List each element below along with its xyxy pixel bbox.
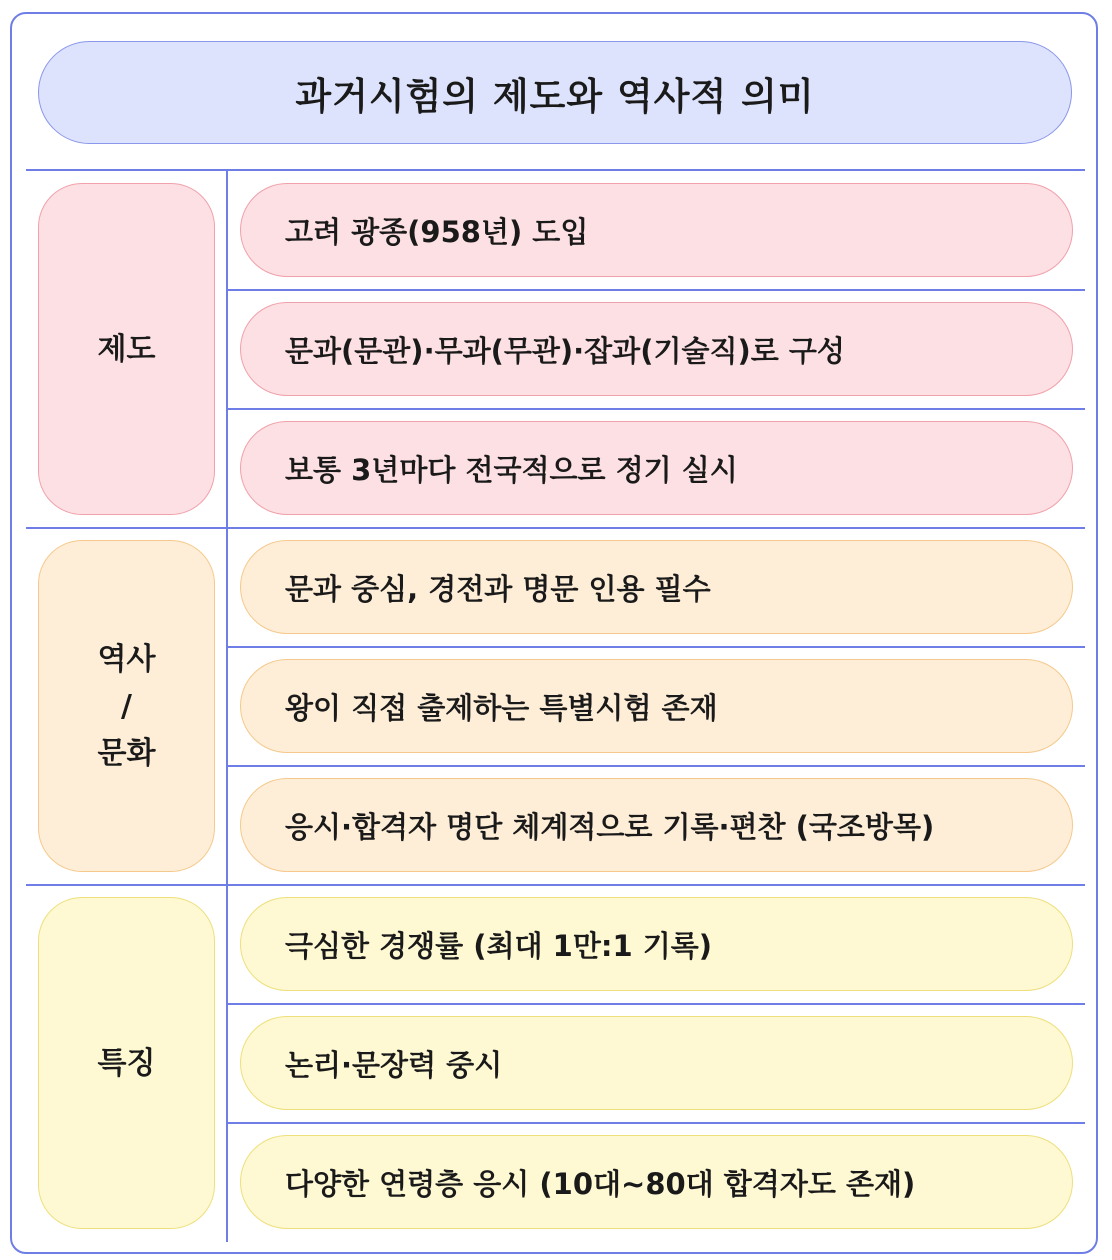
item-history-3: 응시·합격자 명단 체계적으로 기록·편찬 (국조방목) <box>240 778 1073 872</box>
item-institution-2: 문과(문관)·무과(무관)·잡과(기술직)로 구성 <box>240 302 1073 396</box>
item-features-2: 논리·문장력 중시 <box>240 1016 1073 1110</box>
column-divider <box>226 170 228 1242</box>
separator-group <box>26 884 1085 886</box>
category-label: 특징 <box>97 1045 156 1081</box>
separator-top <box>26 169 1085 171</box>
separator-row <box>228 289 1085 291</box>
category-label: 제도 <box>97 331 156 367</box>
separator-row <box>228 765 1085 767</box>
separator-row <box>228 408 1085 410</box>
separator-row <box>228 646 1085 648</box>
separator-group <box>26 527 1085 529</box>
item-institution-1: 고려 광종(958년) 도입 <box>240 183 1073 277</box>
category-institution <box>38 183 215 515</box>
category-label-line: 역사 <box>97 641 156 677</box>
item-features-1: 극심한 경쟁률 (최대 1만:1 기록) <box>240 897 1073 991</box>
item-features-3: 다양한 연령층 응시 (10대~80대 합격자도 존재) <box>240 1135 1073 1229</box>
category-features <box>38 897 215 1229</box>
category-history-culture <box>38 540 215 872</box>
item-history-2: 왕이 직접 출제하는 특별시험 존재 <box>240 659 1073 753</box>
item-institution-3: 보통 3년마다 전국적으로 정기 실시 <box>240 421 1073 515</box>
diagram-title: 과거시험의 제도와 역사적 의미 <box>38 41 1072 144</box>
item-history-1: 문과 중심, 경전과 명문 인용 필수 <box>240 540 1073 634</box>
category-label-line: / <box>121 688 132 724</box>
separator-row <box>228 1003 1085 1005</box>
category-label-line: 문화 <box>97 735 156 771</box>
separator-row <box>228 1122 1085 1124</box>
